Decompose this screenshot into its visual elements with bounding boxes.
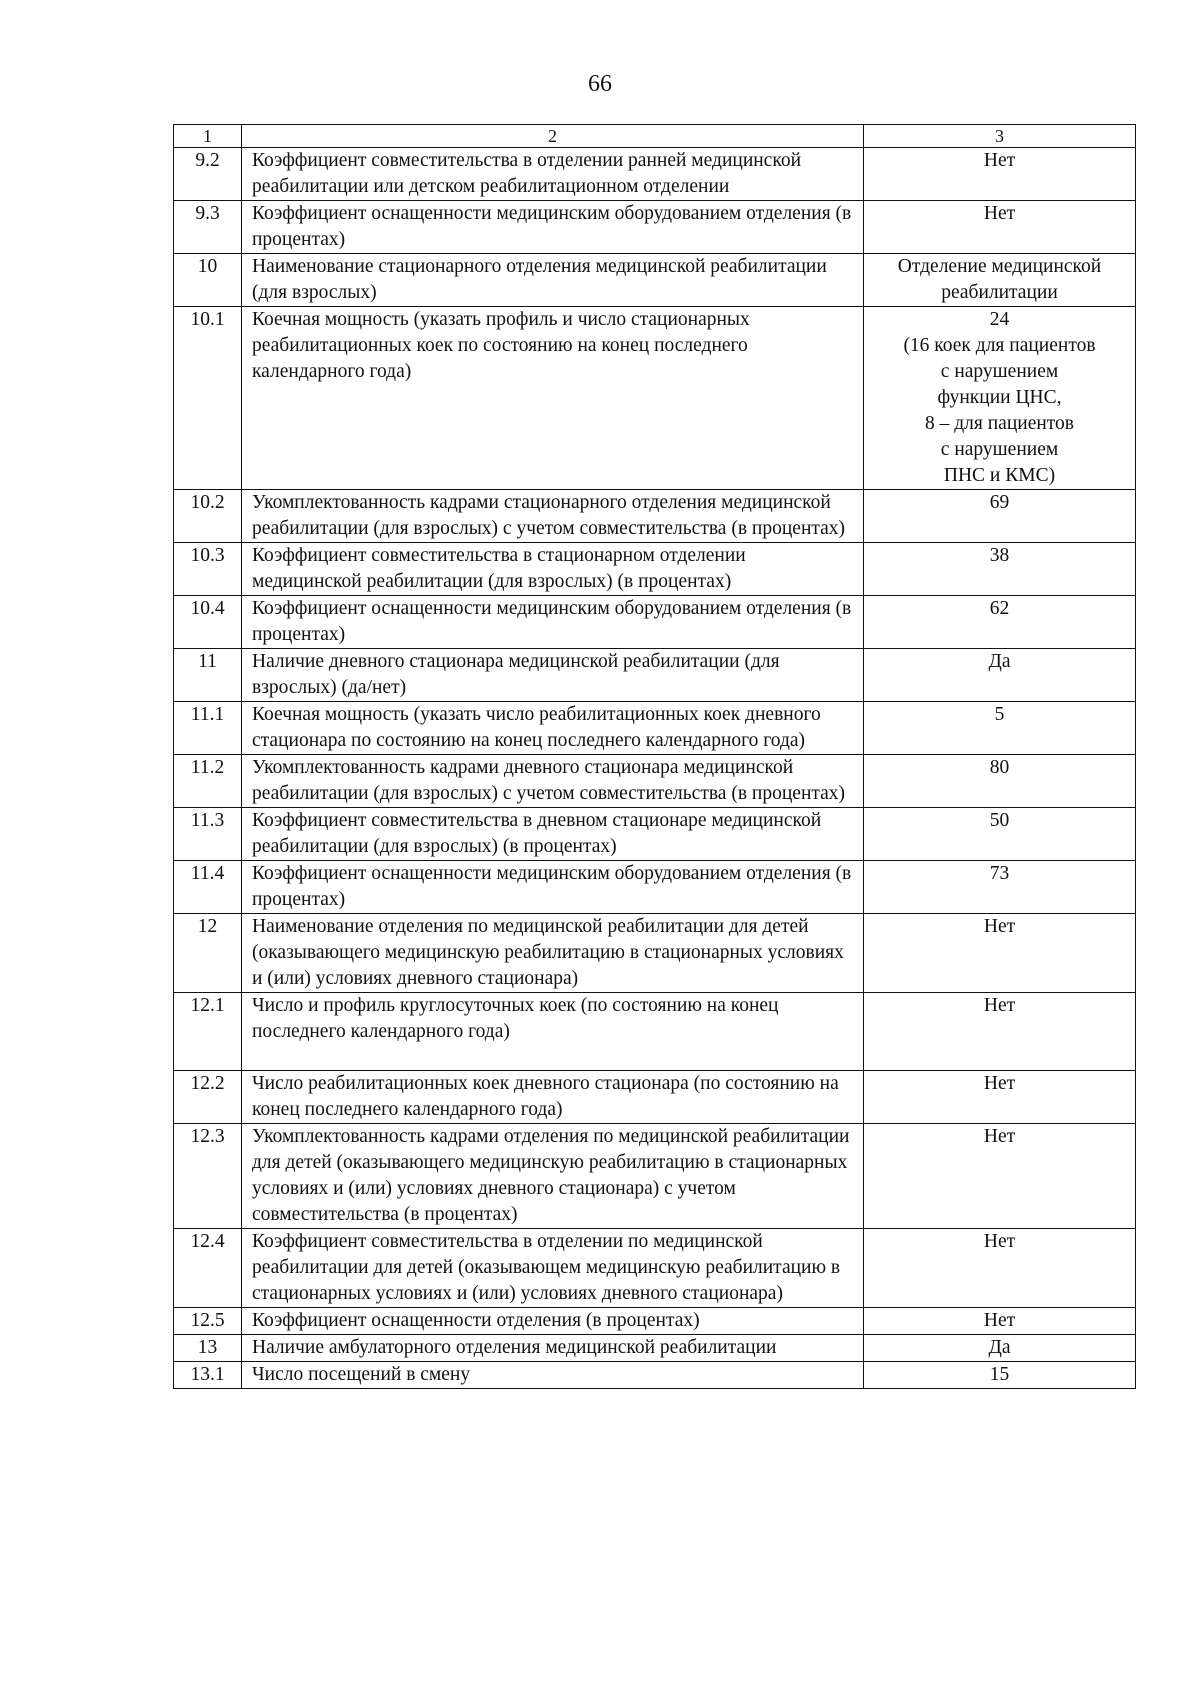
row-number: 11: [174, 649, 242, 702]
table-row: [174, 993, 1136, 1071]
row-description: Число посещений в смену: [242, 1362, 864, 1389]
row-value: 24 (16 коек для пациентов с нарушением функции ЦНС, 8 – для пациентов с нарушением ПНС и КМС): [864, 307, 1136, 490]
row-number: 12.4: [174, 1229, 242, 1308]
row-number: 10.2: [174, 490, 242, 543]
row-number: 9.3: [174, 201, 242, 254]
row-value: 80: [864, 755, 1136, 808]
table-row: [174, 755, 1136, 808]
table-row: [174, 861, 1136, 914]
row-description: Коэффициент совместительства в отделении по медицинской реабилитации для детей (оказывающем медицинскую реабилитацию в стационарных условиях и (или) условиях дневного стационара): [242, 1229, 864, 1308]
row-number: 9.2: [174, 148, 242, 201]
row-description: Коечная мощность (указать число реабилитационных коек дневного стационара по состоянию на конец последнего календарного года): [242, 702, 864, 755]
page-number: 66: [588, 71, 612, 97]
header-col-3: 3: [864, 125, 1136, 148]
row-description: Наименование стационарного отделения медицинской реабилитации (для взрослых): [242, 254, 864, 307]
row-value: Отделение медицинской реабилитации: [864, 254, 1136, 307]
row-value: 69: [864, 490, 1136, 543]
row-number: 12.3: [174, 1124, 242, 1229]
row-number: 11.1: [174, 702, 242, 755]
row-number: 12.5: [174, 1308, 242, 1335]
row-description: Число и профиль круглосуточных коек (по состоянию на конец последнего календарного года): [242, 993, 864, 1071]
row-value: 73: [864, 861, 1136, 914]
row-value: Нет: [864, 148, 1136, 201]
row-description: Наименование отделения по медицинской реабилитации для детей (оказывающего медицинскую реабилитацию в стационарных условиях и (или) условиях дневного стационара): [242, 914, 864, 993]
row-description: Наличие амбулаторного отделения медицинской реабилитации: [242, 1335, 864, 1362]
row-number: 12.1: [174, 993, 242, 1071]
table-row: [174, 649, 1136, 702]
table-row: [174, 201, 1136, 254]
row-number: 10.4: [174, 596, 242, 649]
row-value: 62: [864, 596, 1136, 649]
table-row: [174, 808, 1136, 861]
row-number: 10: [174, 254, 242, 307]
row-description: Коэффициент совместительства в отделении ранней медицинской реабилитации или детском реабилитационном отделении: [242, 148, 864, 201]
row-value: Нет: [864, 1071, 1136, 1124]
row-number: 10.3: [174, 543, 242, 596]
row-value: 5: [864, 702, 1136, 755]
row-description: Укомплектованность кадрами стационарного отделения медицинской реабилитации (для взрослых) с учетом совместительства (в процентах): [242, 490, 864, 543]
row-description: Коэффициент оснащенности медицинским оборудованием отделения (в процентах): [242, 861, 864, 914]
table-row: [174, 1229, 1136, 1308]
row-number: 11.4: [174, 861, 242, 914]
row-value: 50: [864, 808, 1136, 861]
row-value: 38: [864, 543, 1136, 596]
row-description: Укомплектованность кадрами отделения по медицинской реабилитации для детей (оказывающего медицинскую реабилитацию в стационарных условиях и (или) условиях дневного стационара) с учетом совместительства (в процентах): [242, 1124, 864, 1229]
row-number: 10.1: [174, 307, 242, 490]
row-number: 12: [174, 914, 242, 993]
table-row: [174, 307, 1136, 490]
table-row: [174, 148, 1136, 201]
row-number: 11.3: [174, 808, 242, 861]
header-col-1: 1: [174, 125, 242, 148]
row-description: Коечная мощность (указать профиль и число стационарных реабилитационных коек по состоянию на конец последнего календарного года): [242, 307, 864, 490]
table-row: [174, 490, 1136, 543]
row-description: Коэффициент оснащенности отделения (в процентах): [242, 1308, 864, 1335]
table-row: [174, 1308, 1136, 1335]
row-value: 15: [864, 1362, 1136, 1389]
table-row: [174, 543, 1136, 596]
table-row: [174, 1362, 1136, 1389]
row-description: Коэффициент оснащенности медицинским оборудованием отделения (в процентах): [242, 596, 864, 649]
data-table: [173, 124, 1136, 1389]
row-number: 12.2: [174, 1071, 242, 1124]
table-row: [174, 1335, 1136, 1362]
row-value: Нет: [864, 993, 1136, 1071]
header-col-2: 2: [242, 125, 864, 148]
row-value: Нет: [864, 1308, 1136, 1335]
row-value: Нет: [864, 201, 1136, 254]
table-row: [174, 914, 1136, 993]
table-row: [174, 702, 1136, 755]
row-value: Да: [864, 649, 1136, 702]
table-header-row: [174, 125, 1136, 148]
row-description: Коэффициент оснащенности медицинским оборудованием отделения (в процентах): [242, 201, 864, 254]
row-description: Коэффициент совместительства в стационарном отделении медицинской реабилитации (для взрослых) (в процентах): [242, 543, 864, 596]
row-description: Укомплектованность кадрами дневного стационара медицинской реабилитации (для взрослых) с учетом совместительства (в процентах): [242, 755, 864, 808]
row-value: Нет: [864, 914, 1136, 993]
table-row: [174, 1071, 1136, 1124]
row-number: 13: [174, 1335, 242, 1362]
row-number: 11.2: [174, 755, 242, 808]
row-description: Наличие дневного стационара медицинской реабилитации (для взрослых) (да/нет): [242, 649, 864, 702]
row-number: 13.1: [174, 1362, 242, 1389]
table-row: [174, 596, 1136, 649]
row-value: Да: [864, 1335, 1136, 1362]
table-row: [174, 1124, 1136, 1229]
table-row: [174, 254, 1136, 307]
row-value: Нет: [864, 1124, 1136, 1229]
row-value: Нет: [864, 1229, 1136, 1308]
row-description: Коэффициент совместительства в дневном стационаре медицинской реабилитации (для взрослых) (в процентах): [242, 808, 864, 861]
row-description: Число реабилитационных коек дневного стационара (по состоянию на конец последнего календарного года): [242, 1071, 864, 1124]
